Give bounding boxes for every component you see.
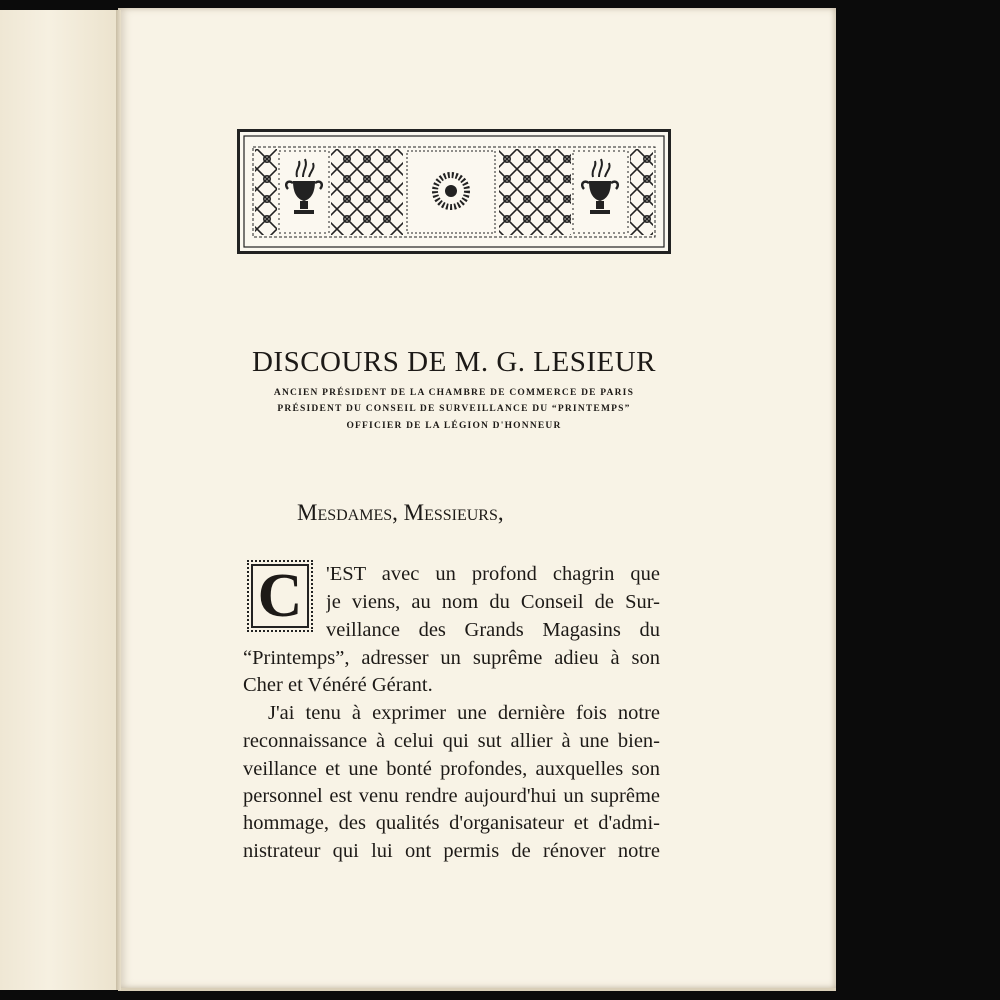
- sunburst-rosette-icon: [407, 151, 495, 233]
- subtitle-line: ANCIEN PRÉSIDENT DE LA CHAMBRE DE COMMERCE DE PARIS: [273, 388, 635, 398]
- body-line: personnel est venu rendre aujourd'hui un suprême: [243, 785, 660, 807]
- page-fold: [116, 10, 121, 990]
- body-line: veillance et une bonté profondes, auxquelles son: [243, 758, 660, 780]
- body-line: nistrateur qui lui ont permis de rénover notre: [243, 840, 660, 862]
- urn-icon: [279, 151, 329, 233]
- body-line: “Printemps”, adresser un suprême adieu à son: [243, 647, 660, 669]
- subtitle-line: OFFICIER DE LA LÉGION D'HONNEUR: [346, 421, 562, 431]
- salutation: Mesdames, Messieurs,: [297, 500, 504, 525]
- left-page: [0, 10, 122, 990]
- body-line: Cher et Vénéré Gérant.: [243, 674, 433, 696]
- drop-cap: [247, 560, 313, 632]
- drop-cap-letter: C: [257, 562, 303, 630]
- body-line: veillance des Grands Magasins du: [326, 619, 660, 641]
- urn-icon: [573, 151, 628, 233]
- page-title: DISCOURS DE M. G. LESIEUR: [251, 346, 657, 378]
- body-line: je viens, au nom du Conseil de Sur-: [326, 591, 660, 613]
- decorative-headpiece: [237, 129, 671, 254]
- subtitle-line: PRÉSIDENT DU CONSEIL DE SURVEILLANCE DU “PRINTEMPS”: [277, 404, 631, 414]
- body-line: 'EST avec un profond chagrin que: [326, 563, 660, 585]
- body-line: hommage, des qualités d'organisateur et d'admi-: [243, 812, 660, 834]
- body-line: reconnaissance à celui qui sut allier à une bien-: [243, 730, 660, 752]
- body-line: J'ai tenu à exprimer une dernière fois notre: [268, 702, 660, 724]
